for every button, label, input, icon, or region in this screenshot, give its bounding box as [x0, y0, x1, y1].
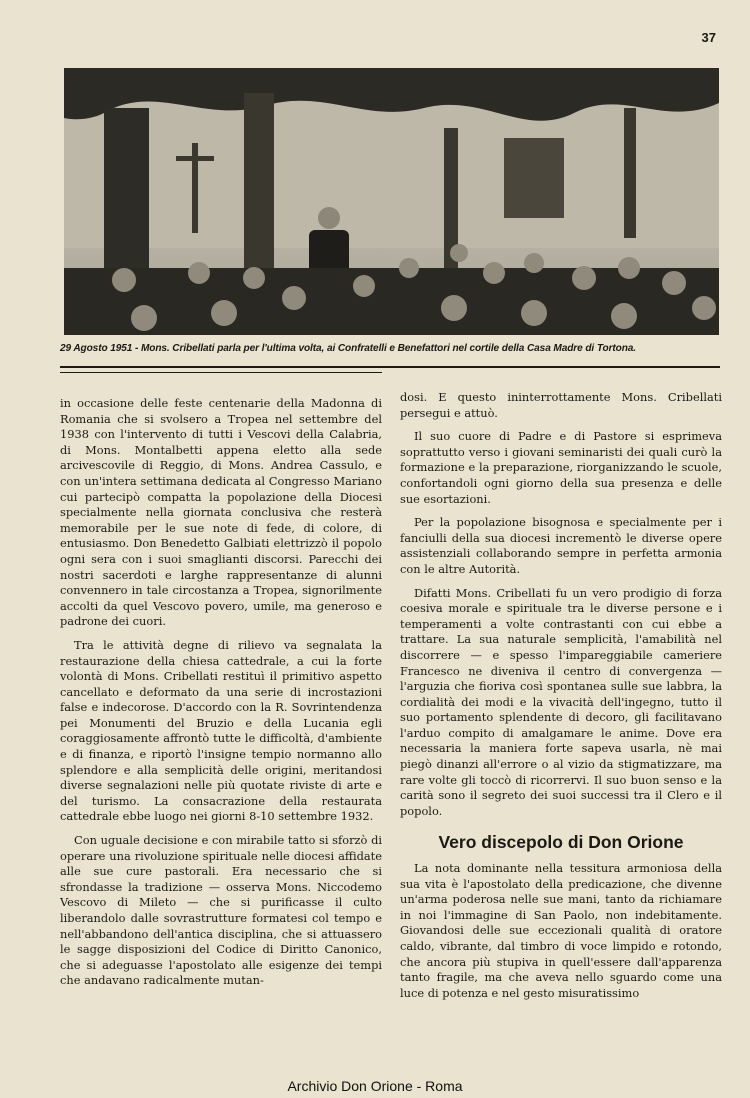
photo-caption: 29 Agosto 1951 - Mons. Cribellati parla per l'ultima volta, ai Confratelli e Benefattori nel cortile della Casa Madre di Tortona. — [60, 343, 637, 354]
left-column — [60, 396, 382, 997]
archive-footer: Archivio Don Orione - Roma — [287, 1078, 463, 1094]
divider-rule-short — [60, 372, 382, 373]
left-paragraph-1: in occasione delle feste centenarie della Madonna di Romania che si svolsero a Tropea nel settembre del 1938 con l'intervento di tutti i Vescovi della Calabria, di Mons. Montalbetti appena eletto alla sede arcivescovile di Reggio, di Mons. Andrea Cassulo, e con un'intera settimana dedicata al Congresso Mariano cui partecipò compatta la popolazione della Diocesi specialmente nella giornata conclusiva che resterà memorabile per le sue note di fede, di colore, di entusiasmo. Don Benedetto Galbiati elettrizzò il popolo ogni sera con i suoi smaglianti discorsi. Parecchi dei nostri sacerdoti e larghe rappresentanze di alunni convennero in tale circostanza a Tropea, signorilmente accolti da quel Vescovo povero, umile, ma generoso e padrone dei cuori. — [60, 396, 382, 629]
page-number: 37 — [701, 30, 716, 45]
right-paragraph-2: Il suo cuore di Padre e di Pastore si esprimeva soprattutto verso i giovani seminaristi dei quali curò la formazione e la preparazione, riorganizzando le scuole, confortandoli ogni giorno della sua presenza e delle sue esortazioni. — [400, 429, 722, 506]
left-paragraph-2: Tra le attività degne di rilievo va segnalata la restaurazione della chiesa cattedrale, a cui la forte volontà di Mons. Cribellati restituì il primitivo aspetto cancellato e deformato da una serie di incrostazioni false e indecorose. D'accordo con la R. Sovrintendenza pei Monumenti del Bruzio e della Lucania egli coraggiosamente affrontò tutte le difficoltà, d'ambiente e di finanza, e riportò l'insigne tempio normanno allo splendore e alla semplicità delle origini, meritandosi diverse segnalazioni nelle più quotate riviste di arte e del turismo. La consacrazione della restaurata cattedrale ebbe luogo nei giorni 8-10 settembre 1932. — [60, 637, 382, 824]
courtyard-photo — [64, 68, 719, 335]
section-heading: Vero discepolo di Don Orione — [438, 832, 684, 853]
photograph — [64, 68, 719, 335]
right-paragraph-3: Per la popolazione bisognosa e specialmente per i fanciulli della sua diocesi incrementò le diverse opere assistenziali collaborando sempre in perfetta armonia con le altre Autorità. — [400, 515, 722, 576]
left-paragraph-3: Con uguale decisione e con mirabile tatto si sforzò di operare una rivoluzione spirituale nelle diocesi affidate alle sue cure pastorali. Era necessario che si sfrondasse la tradizione — osserva Mons. Niccodemo Vescovo di Mileto — che si purificasse il culto liberandolo dalle sovrastrutture formatesi col tempo e nell'abbandono dell'antica disciplina, che si attuassero le sagge disposizioni del Codice di Diritto Canonico, che si adeguasse l'apostolato alle esigenze dei tempi che andavano radicalmente mutan- — [60, 833, 382, 988]
right-paragraph-4: Difatti Mons. Cribellati fu un vero prodigio di forza coesiva morale e spirituale tra le diverse persone e i temperamenti a volte contrastanti con cui ebbe a trattare. La sua naturale semplicità, l'amabilità nel discorrere — e spesso l'impareggiabile cameriere Francesco ne diveniva il centro di convergenza — l'arguzia che fioriva così spontanea sulle sue labbra, la cordialità dei modi e la vivacità dell'ingegno, tutto il suo portamento splendente di decoro, gli facilitavano l'arduo compito di amalgamare le anime. Dove era necessaria la maniera forte sapeva usarla, nè mai piegò dinanzi all'errore o al vizio da stigmatizzare, ma rare volte gli toccò di ricorrervi. Il suo buon senso e la carità sono il segreto dei suoi successi tra il Clero e il popolo. — [400, 585, 722, 818]
right-column — [400, 390, 722, 1009]
right-paragraph-5: La nota dominante nella tessitura armoniosa della sua vita è l'apostolato della predicazione, che divenne un'arma poderosa nelle sue mani, tanto da richiamare in noi l'immagine di San Paolo, non indebitamente. Giovandosi delle sue eccezionali qualità di oratore caldo, vibrante, dal timbro di voce limpido e rotondo, che ancora più stupiva in quell'essere dall'apparenza tanto fragile, ma che aveva nello sguardo come una luce di potenza e nel gesto misuratissimo — [400, 861, 722, 1000]
right-paragraph-1: dosi. E questo ininterrottamente Mons. Cribellati persegui e attuò. — [400, 390, 722, 420]
divider-rule — [60, 366, 720, 368]
